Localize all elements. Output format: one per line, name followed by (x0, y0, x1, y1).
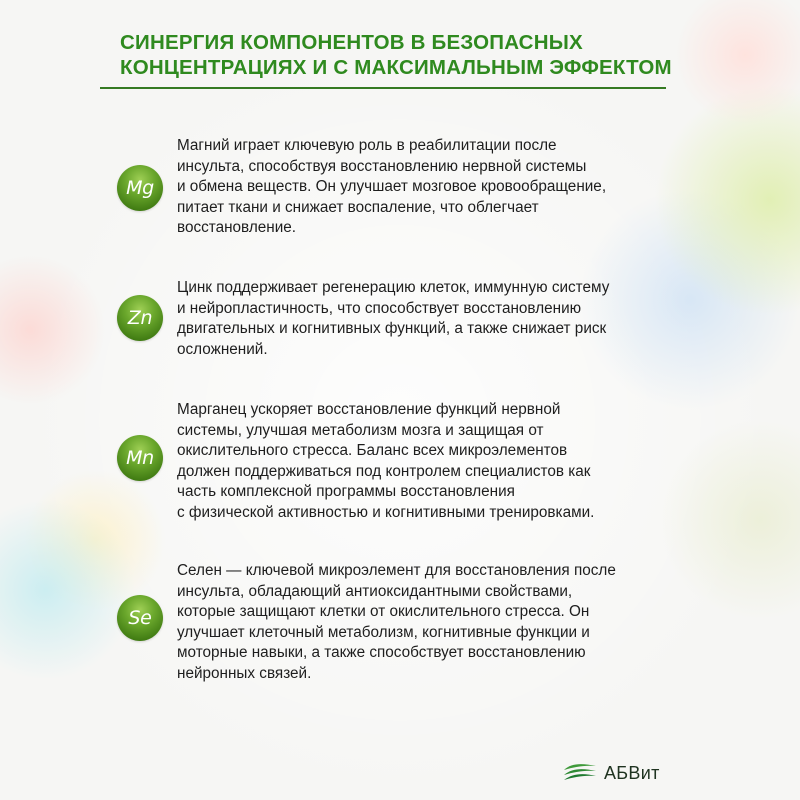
element-symbol: Zn (127, 307, 153, 329)
element-description (177, 136, 717, 239)
text-line: восстановление. (177, 219, 297, 236)
element-badge-mn (117, 435, 163, 481)
text-line: Марганец ускоряет восстановление функций нервной (177, 401, 561, 418)
element-description (177, 400, 717, 523)
element-description (177, 561, 717, 684)
text-line: Селен — ключевой микроэлемент для восстановления после (177, 562, 616, 579)
text-line: с физической активностью и когнитивными тренировками. (177, 503, 595, 521)
text-line: двигательных и когнитивных функций, а также снижает риск (177, 320, 607, 337)
element-symbol: Mg (126, 177, 154, 199)
text-line: осложнений. (177, 340, 268, 358)
text-line: улучшает клеточный метаболизм, когнитивные функции и (177, 623, 590, 641)
brand-name: АБВит (604, 762, 660, 783)
text-line: и обмена веществ. Он улучшает мозговое кровообращение, (177, 178, 607, 195)
title-divider (100, 87, 666, 89)
text-line: окислительного стресса. Баланс всех микроэлементов (177, 442, 568, 459)
text-line: инсульта, обладающий антиоксидантными свойствами, (177, 582, 573, 600)
page-title-line: КОНЦЕНТРАЦИЯХ И С МАКСИМАЛЬНЫМ ЭФФЕКТОМ (120, 56, 672, 79)
element-symbol: Mn (126, 447, 154, 469)
page-title (120, 30, 760, 80)
element-description (177, 278, 717, 360)
text-line: часть комплексной программы восстановления (177, 483, 515, 500)
page-title-line: СИНЕРГИЯ КОМПОНЕНТОВ В БЕЗОПАСНЫХ (120, 31, 583, 54)
element-badge-zn (117, 295, 163, 341)
text-line: моторные навыки, а также способствует восстановлению (177, 644, 586, 661)
text-line: нейронных связей. (177, 664, 312, 682)
element-badge-mg (117, 165, 163, 211)
leaf-wave-icon (562, 762, 598, 784)
text-line: инсульта, способствуя восстановлению нервной системы (177, 157, 587, 175)
element-badge-se (117, 595, 163, 641)
text-line: и нейропластичность, что способствует восстановлению (177, 299, 582, 317)
text-line: системы, улучшая метаболизм мозга и защищая от (177, 421, 544, 439)
brand-logo (562, 762, 660, 784)
text-line: Цинк поддерживает регенерацию клеток, иммунную систему (177, 279, 610, 296)
text-line: питает ткани и снижает воспаление, что облегчает (177, 198, 539, 216)
text-line: которые защищают клетки от окислительного стресса. Он (177, 603, 590, 620)
element-symbol: Se (128, 607, 152, 629)
text-line: Магний играет ключевую роль в реабилитации после (177, 137, 557, 154)
text-line: должен поддерживаться под контролем специалистов как (177, 462, 591, 480)
